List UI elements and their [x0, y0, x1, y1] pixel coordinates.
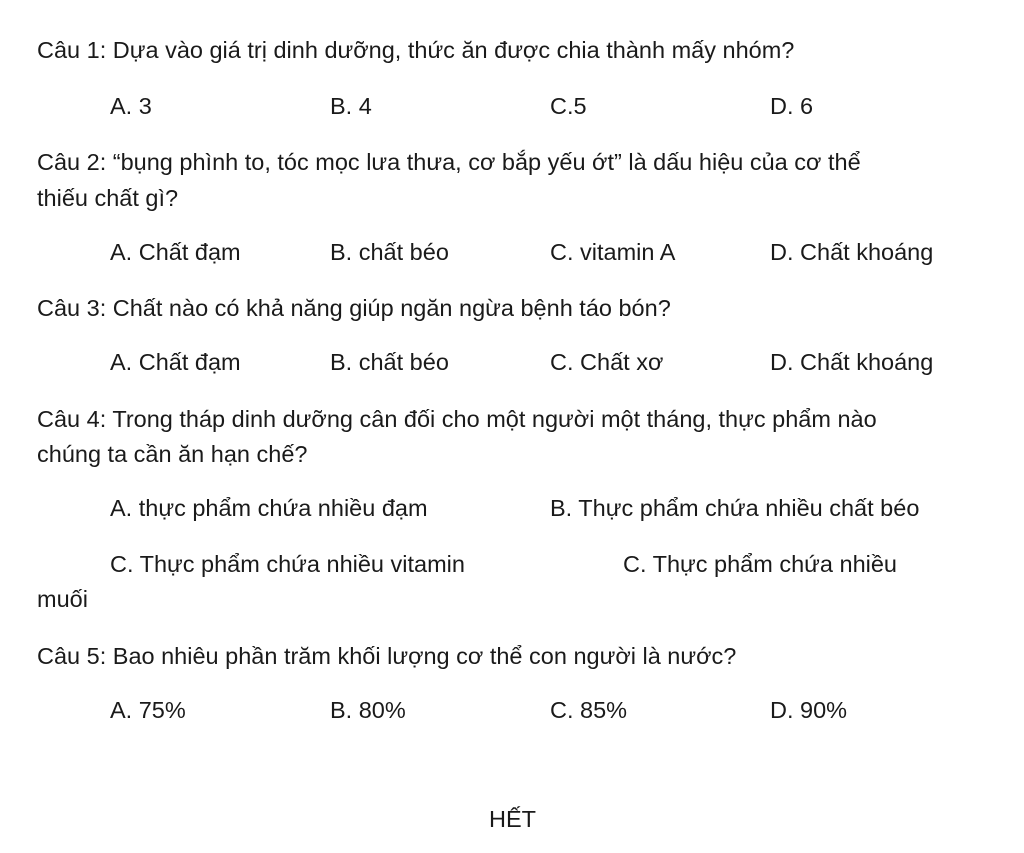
q5-option-a: A. 75% [110, 697, 186, 723]
q4-option-c: C. Thực phẩm chứa nhiều vitamin [110, 551, 465, 577]
q1-option-a: A. 3 [110, 93, 152, 119]
q2-option-d: D. Chất khoáng [770, 239, 934, 265]
question-4-line-2: chúng ta cần ăn hạn chế? [37, 441, 308, 467]
question-2-line-2: thiếu chất gì? [37, 185, 179, 211]
q3-option-b: B. chất béo [330, 349, 449, 375]
question-2-line-1: Câu 2: “bụng phình to, tóc mọc lưa thưa, cơ bắp yếu ớt” là dấu hiệu của cơ thể [37, 149, 861, 175]
q4-option-b: B. Thực phẩm chứa nhiều chất béo [550, 495, 920, 521]
q1-option-b: B. 4 [330, 93, 372, 119]
q4-option-d-wrap: muối [37, 586, 88, 612]
question-3-text: Câu 3: Chất nào có khả năng giúp ngăn ngừa bệnh táo bón? [37, 295, 671, 321]
q2-option-b: B. chất béo [330, 239, 449, 265]
question-5-text: Câu 5: Bao nhiêu phần trăm khối lượng cơ thể con người là nước? [37, 643, 737, 669]
question-1-text: Câu 1: Dựa vào giá trị dinh dưỡng, thức ăn được chia thành mấy nhóm? [37, 37, 795, 63]
q3-option-a: A. Chất đạm [110, 349, 241, 375]
q1-option-c: C.5 [550, 93, 587, 119]
q2-option-c: C. vitamin A [550, 239, 676, 265]
q1-option-d: D. 6 [770, 93, 814, 119]
q4-option-d: C. Thực phẩm chứa nhiều [623, 551, 898, 577]
question-4-line-1: Câu 4: Trong tháp dinh dưỡng cân đối cho một người một tháng, thực phẩm nào [37, 406, 877, 432]
q3-option-c: C. Chất xơ [550, 349, 664, 375]
q5-option-d: D. 90% [770, 697, 848, 723]
q4-option-a: A. thực phẩm chứa nhiều đạm [110, 495, 428, 521]
q2-option-a: A. Chất đạm [110, 239, 241, 265]
end-marker: HẾT [489, 806, 536, 832]
q5-option-c: C. 85% [550, 697, 628, 723]
q3-option-d: D. Chất khoáng [770, 349, 934, 375]
q5-option-b: B. 80% [330, 697, 406, 723]
